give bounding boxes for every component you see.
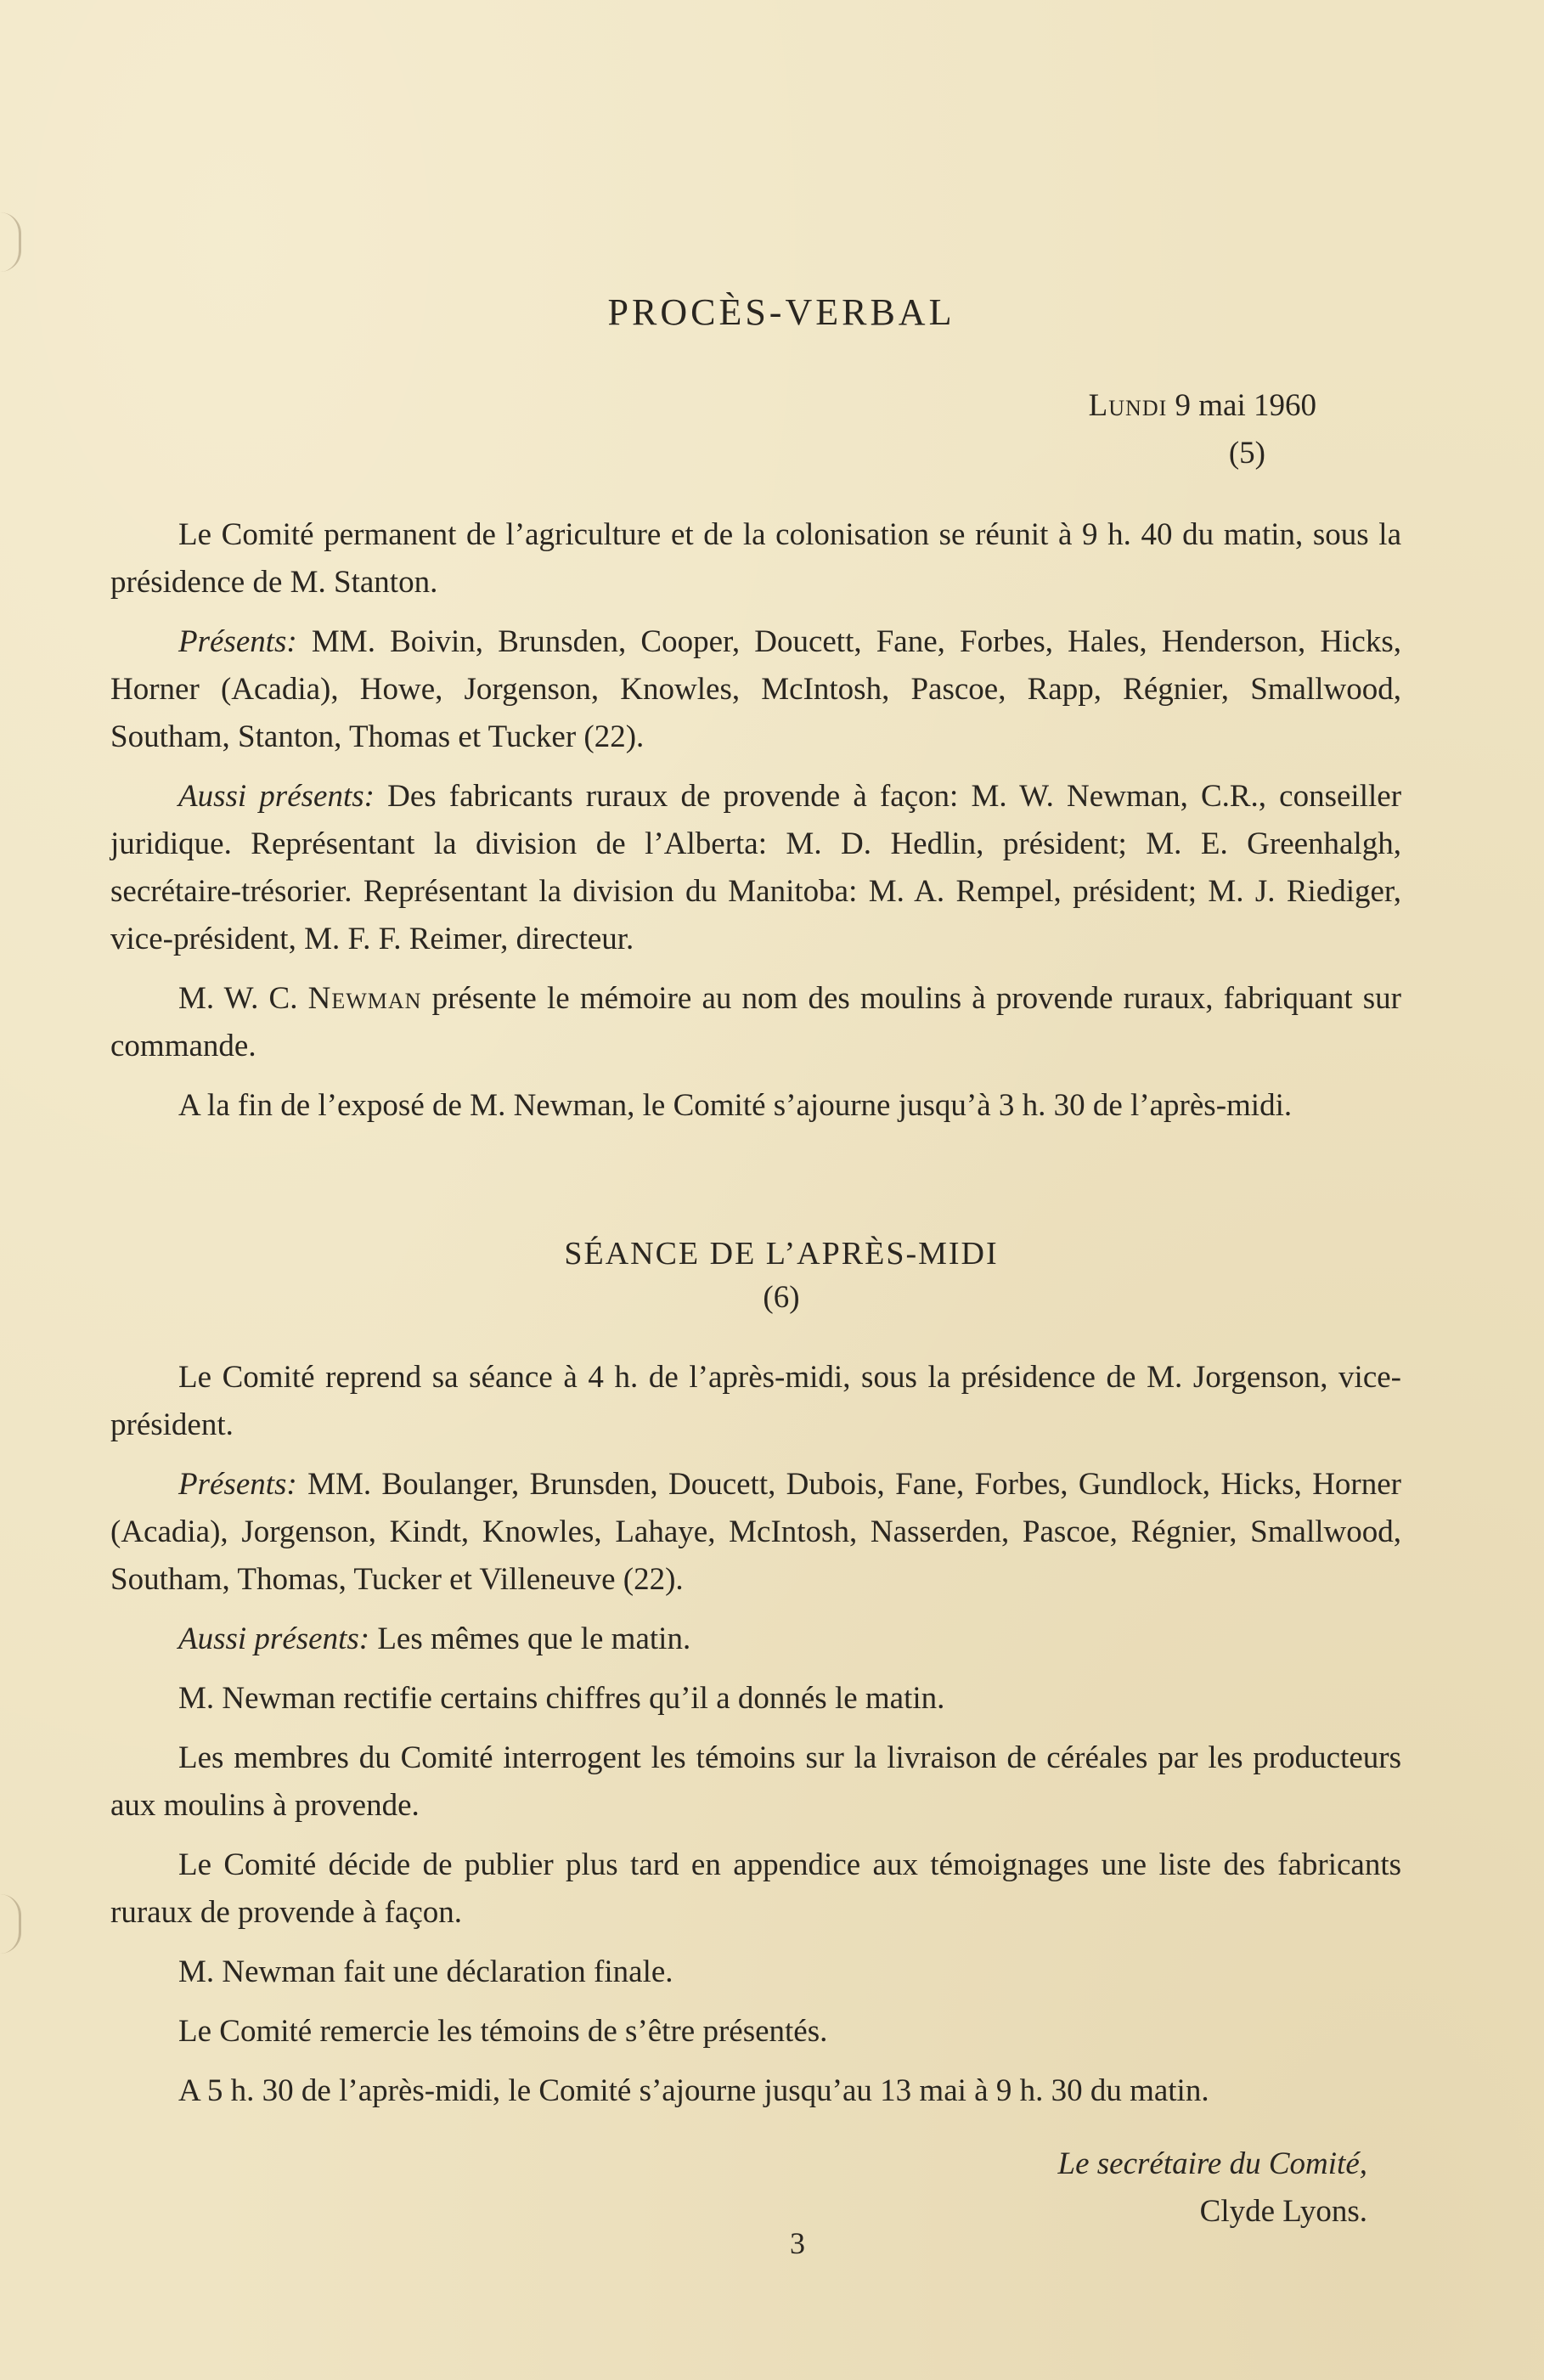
present-label: Présents: <box>178 1467 297 1502</box>
memo-prefix: M. W. C. <box>178 981 298 1016</box>
afternoon-rectify: M. Newman rectifie certains chiffres qu’il a donnés le matin. <box>178 1681 945 1716</box>
afternoon-adjourn: A 5 h. 30 de l’après-midi, le Comité s’ajourne jusqu’au 13 mai à 9 h. 30 du matin. <box>178 2073 1209 2108</box>
date-rest: 9 mai 1960 <box>1175 388 1316 423</box>
dateline <box>110 382 1401 430</box>
page-title: PROCÈS-VERBAL <box>607 291 955 333</box>
present-label: Présents: <box>178 624 297 659</box>
morning-memo <box>110 975 1401 1070</box>
morning-adjourn: A la fin de l’exposé de M. Newman, le Comité s’ajourne jusqu’à 3 h. 30 de l’après-midi. <box>178 1088 1293 1123</box>
date-day: Lundi <box>1088 388 1168 423</box>
afternoon-session-number: (6) <box>763 1280 800 1315</box>
morning-present <box>110 618 1401 761</box>
session-number: (5) <box>1228 436 1265 471</box>
signature-block <box>110 2140 1401 2236</box>
also-present-list: Des fabricants ruraux de provende à façon: M. W. Newman, C.R., conseiller juridique. Représentant la division de l’Alberta: M. D. Hedlin, président; M. E. Greenhalgh, secrétaire-trésorier. Représentant la division du Manitoba: M. A. Rempel, président; M. J. Riediger, vice-président, M. F. F. Reimer, directeur. <box>110 779 1402 956</box>
memo-name: Newman <box>307 981 422 1016</box>
present-list: MM. Boulanger, Brunsden, Doucett, Dubois, Fane, Forbes, Gundlock, Hicks, Horner (Acadia), Jorgenson, Kindt, Knowles, Lahaye, McIntosh, Nasserden, Pascoe, Régnier, Smallwood, Southam, Thomas, Tucker et Villeneuve (22). <box>110 1467 1401 1597</box>
afternoon-questions: Les membres du Comité interrogent les témoins sur la livraison de céréales par les producteurs aux moulins à provende. <box>110 1740 1401 1823</box>
afternoon-present <box>110 1461 1401 1604</box>
also-present-list: Les mêmes que le matin. <box>377 1621 691 1656</box>
memo-text: présente le mémoire au nom des moulins à provende ruraux, fabriquant sur commande. <box>110 981 1401 1063</box>
afternoon-publish: Le Comité décide de publier plus tard en appendice aux témoignages une liste des fabricants ruraux de provende à façon. <box>110 1847 1401 1930</box>
signature-role: Le secrétaire du Comité, <box>1057 2146 1367 2181</box>
afternoon-also-present <box>110 1616 1401 1663</box>
page-edge-mark <box>0 1894 21 1954</box>
document-body <box>110 289 1401 2236</box>
page-edge-mark <box>0 212 21 272</box>
also-present-label: Aussi présents: <box>178 779 375 814</box>
morning-opening: Le Comité permanent de l’agriculture et de la colonisation se réunit à 9 h. 40 du matin, sous la présidence de M. Stanton. <box>110 517 1401 600</box>
afternoon-heading: SÉANCE DE L’APRÈS-MIDI <box>564 1236 999 1272</box>
signature-name: Clyde Lyons. <box>1199 2194 1367 2229</box>
afternoon-thanks: Le Comité remercie les témoins de s’être présentés. <box>178 2014 828 2049</box>
afternoon-opening: Le Comité reprend sa séance à 4 h. de l’après-midi, sous la présidence de M. Jorgenson, vice-président. <box>110 1360 1401 1442</box>
page-number: 3 <box>790 2226 805 2260</box>
present-list: MM. Boivin, Brunsden, Cooper, Doucett, Fane, Forbes, Hales, Henderson, Hicks, Horner (Acadia), Howe, Jorgenson, Knowles, McIntosh, Pascoe, Rapp, Régnier, Smallwood, Southam, Stanton, Thomas et Tucker (22). <box>110 624 1402 754</box>
afternoon-final-statement: M. Newman fait une déclaration finale. <box>178 1954 673 1989</box>
also-present-label: Aussi présents: <box>178 1621 370 1656</box>
morning-also-present <box>110 773 1401 963</box>
